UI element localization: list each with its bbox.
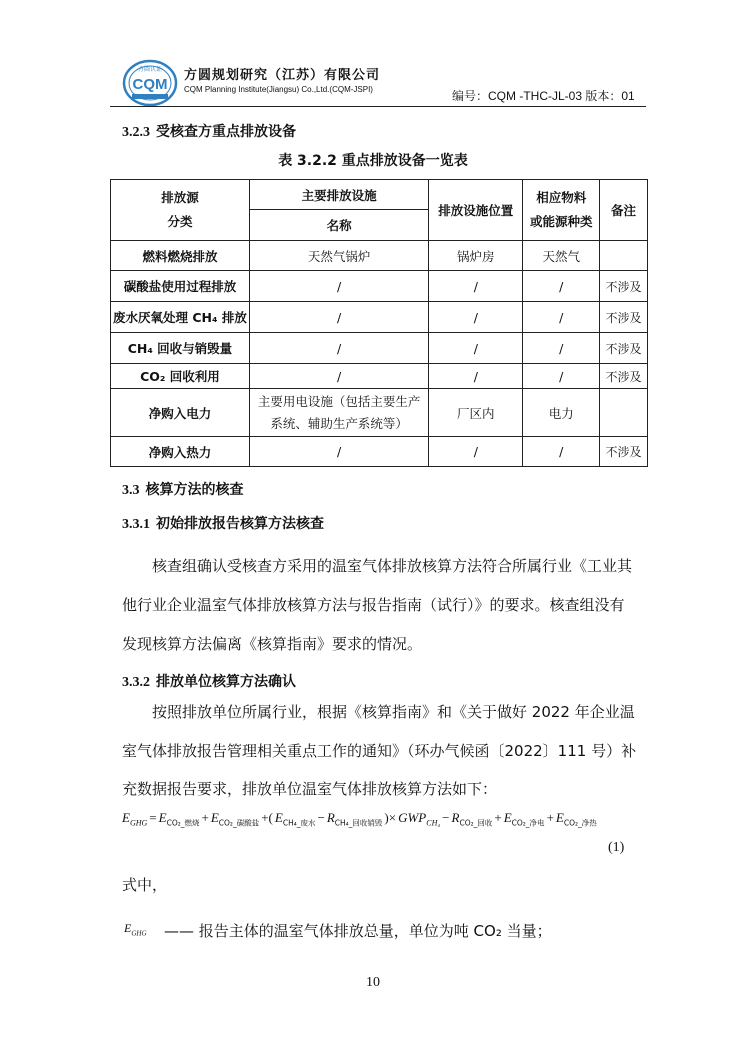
header-main-facility: 主要排放设施 — [249, 180, 428, 210]
row-name: 主要用电设施（包括主要生产 系统、辅助生产系统等） — [249, 389, 428, 437]
header-divider — [110, 106, 646, 107]
row-note: 不涉及 — [600, 437, 648, 467]
row-location: / — [429, 333, 523, 364]
section-heading-3-2-3 — [122, 121, 296, 141]
emission-equipment-table — [110, 179, 648, 467]
table-row — [111, 302, 648, 333]
row-category: 净购入电力 — [111, 389, 250, 437]
row-material: / — [523, 333, 600, 364]
paragraph-line: 他行业企业温室气体排放核算方法与报告指南（试行）》的要求。核查组没有 — [122, 596, 625, 614]
cqm-logo — [122, 58, 178, 108]
row-name: / — [249, 302, 428, 333]
formula-term-sub: CH₄_废水 — [282, 818, 316, 828]
formula-term-sub: CO₂_净电 — [511, 818, 545, 828]
row-location: / — [429, 271, 523, 302]
paragraph-line: 发现核算方法偏离《核算指南》要求的情况。 — [122, 635, 423, 653]
variable-letter: E — [124, 921, 132, 935]
table-row — [111, 389, 648, 437]
row-category: 净购入热力 — [111, 437, 250, 467]
row-material: / — [523, 437, 600, 467]
variable-symbol — [124, 921, 147, 937]
section-heading-3-3 — [122, 479, 244, 499]
row-name: / — [249, 437, 428, 467]
row-location: / — [429, 437, 523, 467]
table-row — [111, 333, 648, 364]
formula-term-sub: CO₂_净热 — [563, 818, 597, 828]
table-row — [111, 271, 648, 302]
logo-ring-text: 方圆认证 — [137, 66, 163, 73]
table-row — [111, 241, 648, 271]
header-location: 排放设施位置 — [429, 180, 523, 241]
formula-lhs: E — [122, 810, 130, 825]
section-number: 3.3.2 — [122, 675, 150, 690]
header-note: 备注 — [600, 180, 648, 241]
formula-term-sub: CH₄_回收销毁 — [334, 818, 383, 828]
row-note — [600, 389, 648, 437]
section-title: 初始排放报告核算方法核查 — [156, 516, 324, 532]
row-material: 电力 — [523, 389, 600, 437]
row-note: 不涉及 — [600, 333, 648, 364]
header-material: 相应物料 或能源种类 — [523, 180, 600, 241]
row-name: / — [249, 333, 428, 364]
section-number: 3.2.3 — [122, 125, 150, 140]
row-name: / — [249, 364, 428, 389]
row-name: 天然气锅炉 — [249, 241, 428, 271]
logo-text: CQM — [132, 76, 168, 93]
row-note: 不涉及 — [600, 364, 648, 389]
equation-number: (1) — [608, 840, 625, 855]
row-material: / — [523, 271, 600, 302]
row-material: / — [523, 302, 600, 333]
row-note — [600, 241, 648, 271]
section-title: 核算方法的核查 — [145, 482, 244, 498]
formula-term-sub: CO₂_回收 — [459, 818, 493, 828]
section-title: 受核查方重点排放设备 — [156, 124, 296, 140]
table-row — [111, 364, 648, 389]
row-location: / — [429, 302, 523, 333]
company-name-en: CQM Planning Institute(Jiangsu) Co.,Ltd.(CQM-JSPI) — [184, 85, 373, 94]
paragraph-line: 按照排放单位所属行业，根据《核算指南》和《关于做好 2022 年企业温 — [152, 703, 635, 721]
variable-sub: GHG — [131, 929, 147, 938]
where-label: 式中， — [122, 876, 168, 894]
row-category: 废水厌氧处理 CH₄ 排放 — [111, 302, 250, 333]
row-location: 锅炉房 — [429, 241, 523, 271]
variable-definition: —— 报告主体的温室气体排放总量，单位为吨 CO₂ 当量； — [164, 922, 552, 940]
section-number: 3.3.1 — [122, 517, 150, 532]
row-name: / — [249, 271, 428, 302]
row-category: 碳酸盐使用过程排放 — [111, 271, 250, 302]
formula-lhs-sub: GHG — [129, 818, 148, 828]
table-row — [111, 437, 648, 467]
section-title: 排放单位核算方法确认 — [156, 674, 296, 690]
formula-gwp-sub: CH₄ — [426, 818, 441, 828]
paragraph-line: 核查组确认受核查方采用的温室气体排放核算方法符合所属行业《工业其 — [152, 557, 633, 575]
row-note: 不涉及 — [600, 271, 648, 302]
paragraph-line: 充数据报告要求，排放单位温室气体排放核算方法如下： — [122, 780, 498, 798]
row-location: / — [429, 364, 523, 389]
paragraph-line: 室气体排放报告管理相关重点工作的通知》（环办气候函〔2022〕111 号）补 — [122, 742, 637, 760]
row-category: 燃料燃烧排放 — [111, 241, 250, 271]
emission-formula: $E_{GHG} = E_{CO_2\_燃烧} + E_{CO_2\_碳酸盐}$ +( $E_{CH_4\_废水} - R_{CH_4\_回收销毁}$ )× $GWP_{CH_4} - R_{CO_2\_回收} + E_{CO_2\_净电} + E_{CO_2\_净热}$ — [122, 810, 597, 828]
header-facility-name: 名称 — [249, 210, 428, 241]
formula-term-sub: CO₂_碳酸盐 — [218, 818, 260, 828]
row-category: CH₄ 回收与销毁量 — [111, 333, 250, 364]
formula-term-sub: CO₂_燃烧 — [166, 818, 200, 828]
formula-gwp: GWP — [398, 810, 427, 825]
table-caption: 表 3.2.2 重点排放设备一览表 — [278, 153, 468, 169]
section-number: 3.3 — [122, 483, 140, 498]
section-heading-3-3-1 — [122, 513, 324, 533]
row-category: CO₂ 回收利用 — [111, 364, 250, 389]
page-number: 10 — [366, 975, 380, 990]
company-name-cn: 方圆规划研究（江苏）有限公司 — [184, 68, 381, 83]
header-category: 排放源 分类 — [111, 180, 250, 241]
row-material: / — [523, 364, 600, 389]
row-note: 不涉及 — [600, 302, 648, 333]
section-heading-3-3-2 — [122, 671, 296, 691]
document-number: 编号：CQM -THC-JL-03 版本：01 — [452, 89, 635, 103]
row-location: 厂区内 — [429, 389, 523, 437]
row-material: 天然气 — [523, 241, 600, 271]
